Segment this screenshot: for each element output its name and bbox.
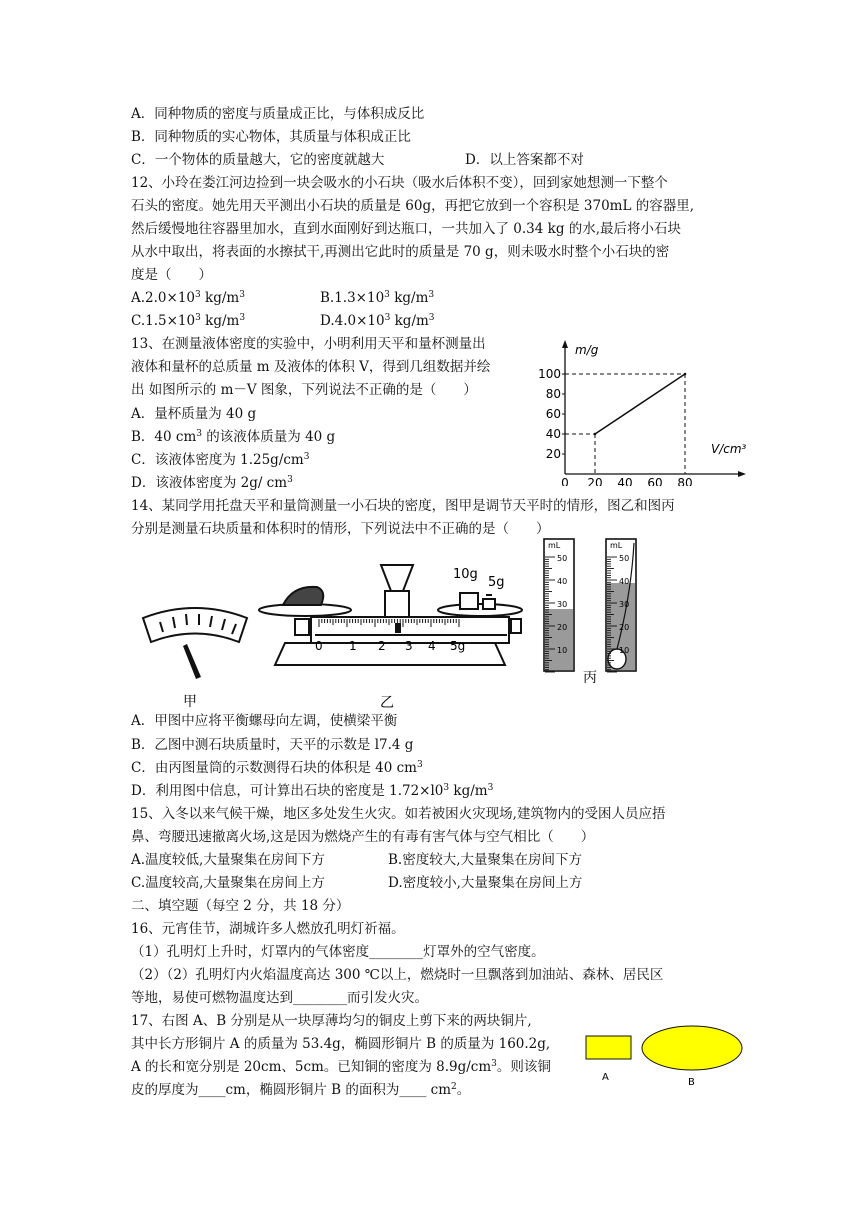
mv-graph [535,336,765,486]
cyl1-tick-50: 50 [557,554,568,563]
q11-option-b: B．同种物质的实心物体，其质量与体积成正比 [131,129,411,145]
x-axis-label: V/cm³ [711,442,747,456]
q12-stem-line-4: 从水中取出，将表面的水擦拭干,再测出它此时的质量是 70 g，则未吸水时整个小石块的密 [131,244,670,260]
q12-stem-line-1: 12、小玲在娄江河边捡到一块会吸水的小石块（吸水后体积不变），回到家她想测一下整个 [131,175,668,191]
scale-number-4: 4 [428,639,436,653]
q15-option-a: A.温度较低,大量聚集在房间下方 [131,852,325,868]
scale-number-3: 3 [405,639,413,653]
q15-stem-line-2: 鼻、弯腰迅速撤离火场,这是因为燃烧产生的有毒有害气体与空气相比（ ） [131,829,595,845]
q13-stem-line-2: 液体和量杯的总质量 m 及液体的体积 V，得到几组数据并绘 [131,359,491,375]
q13-option-c: C．该液体密度为 $1.25g/cm^3$ [131,452,310,468]
cyl2-tick-20: 20 [619,623,630,632]
cyl1-tick-20: 20 [557,623,568,632]
y-tick-label: 80 [545,387,561,401]
copper-sheet-b-label: B [688,1077,695,1088]
q11-option-a: A．同种物质的密度与质量成正比，与体积成反比 [131,106,425,122]
q17-stem-line-4: 皮的厚度为____cm，椭圆形铜片 B 的面积为____ $cm^2$。 [131,1082,471,1098]
q12-stem-line-2: 石头的密度。她先用天平测出小石块的质量是 60g，再把它放到一个容积是 370mL 的容器里, [131,198,695,214]
q13-stem-line-1: 13、在测量液体密度的实验中，小明利用天平和量杯测量出 [131,336,486,352]
q14-option-d: D．利用图中信息，可计算出石块的密度是 $1.72\times l0^3$ $kg/m^3$ [131,783,494,799]
q15-option-c: C.温度较高,大量聚集在房间上方 [131,875,325,891]
y-tick-label: 20 [545,447,561,461]
cyl2-tick-10: 10 [619,646,630,655]
q12-stem-line-5: 度是（ ） [131,267,212,283]
section-2-heading: 二、填空题（每空 2 分，共 18 分） [131,898,350,914]
figure-yi-balance [255,555,525,713]
x-tick-label: 0 [561,476,569,486]
dial-pointer [183,644,201,679]
q13-option-a: A．量杯质量为 40 g [131,406,257,422]
y-tick-label: 40 [545,427,561,441]
copper-sheet-a-label: A [602,1072,609,1083]
mv-data-line [595,374,685,434]
q15-stem-line-1: 15、入冬以来气候干燥，地区多处发生火灾。如若被困火灾现场,建筑物内的受困人员应捂 [131,806,666,822]
scale-number-5g: 5g [450,639,466,653]
q14-option-a: A．甲图中应将平衡螺母向左调，使横梁平衡 [131,713,398,729]
q17-stem-line-1: 17、右图 A、B 分别是从一块厚薄均匀的铜皮上剪下来的两块铜片, [131,1013,532,1029]
q13-stem-line-3: 出 如图所示的 m－V 图象，下列说法不正确的是（ ） [131,382,477,398]
y-tick-label: 60 [545,407,561,421]
q13-option-b: B．40 $cm^3$ 的该液体质量为 40 g [131,429,336,445]
copper-sheet-a [586,1036,631,1059]
scale-number-2: 2 [378,639,386,653]
scale-number-1: 1 [349,639,357,653]
y-tick-label: 100 [538,367,561,381]
copper-sheets-figure [580,1025,750,1095]
q12-option-d: $D.4.0\times 10^3$ $kg/m^3$ [320,313,435,329]
y-axis-arrow [562,340,568,348]
cyl2-tick-50: 50 [619,554,630,563]
cyl1-tick-10: 10 [557,646,568,655]
cylinder-1-unit: mL [548,541,561,550]
x-tick-label: 20 [587,476,603,486]
y-axis-label: m/g [575,343,599,357]
q17-stem-line-2: 其中长方形铜片 A 的质量为 53.4g，椭圆形铜片 B 的质量为 160.2g, [131,1036,551,1052]
mv-data-point [594,433,597,436]
cyl1-tick-30: 30 [557,600,568,609]
q16-stem: 16、元宵佳节，湖城许多人燃放孔明灯祈福。 [131,921,405,937]
q14-option-b: B．乙图中测石块质量时，天平的示数是 l7.4 g [131,737,414,753]
cyl2-tick-40: 40 [619,577,630,586]
figure-label-jia: 甲 [183,694,197,710]
figure-label-yi: 乙 [380,695,394,711]
figure-label-bing: 丙 [583,670,597,685]
q14-stem-line-1: 14、某同学用托盘天平和量筒测量一小石块的密度，图甲是调节天平时的情形，图乙和图丙 [131,498,675,514]
q15-option-d: D.密度较小,大量聚集在房间上方 [388,875,583,891]
q16-part-2-line-2: 等地，易使可燃物温度达到________而引发火灾。 [131,990,428,1006]
q16-part-2-line-1: （2）（2）孔明灯内火焰温度高达 300 ℃以上，燃烧时一旦飘落到加油站、森林、居民区 [131,967,664,983]
figure-jia-dial [135,600,255,710]
q16-part-1: （1）孔明灯上升时，灯罩内的气体密度________灯罩外的空气密度。 [131,944,545,960]
q14-stem-line-2: 分别是测量石块质量和体积时的情形，下列说法中不正确的是（ ） [131,521,550,537]
x-tick-label: 80 [677,476,693,486]
q12-option-b: $B.1.3\times 10^3$ $kg/m^3$ [320,290,435,306]
cyl1-tick-40: 40 [557,577,568,586]
q14-option-c: C．由丙图量筒的示数测得石块的体积是 40 $cm^3$ [131,760,423,776]
q12-option-a: $A.2.0\times 10^3$ $kg/m^3$ [131,290,245,306]
x-axis-arrow [738,471,746,477]
q12-stem-line-3: 然后缓慢地往容器里加水，直到水面刚好到达瓶口，一共加入了 0.34 kg 的水,最后将小石块 [131,221,682,237]
q11-option-d: D．以上答案都不对 [465,152,584,168]
scale-number-0: 0 [315,639,323,653]
x-tick-label: 40 [617,476,633,486]
q11-option-c: C．一个物体的质量越大，它的密度就越大 [131,152,385,168]
cyl2-tick-30: 30 [619,600,630,609]
x-tick-label: 60 [647,476,663,486]
q17-stem-line-3: A 的长和宽分别是 20cm、5cm。已知铜的密度为 $8.9g/cm^3$。则该铜 [131,1059,551,1075]
weight-label-10g: 10g [453,567,478,582]
cylinder-2-unit: mL [610,541,623,550]
weight-label-5g: 5g [488,575,505,590]
figure-bing-cylinders [535,535,650,685]
copper-sheet-b [642,1026,742,1070]
mv-data-point [684,373,687,376]
q15-option-b: B.密度较大,大量聚集在房间下方 [388,852,583,868]
q13-option-d: D．该液体密度为 2g/ $cm^3$ [131,475,293,491]
q12-option-c: $C.1.5\times 10^3$ $kg/m^3$ [131,313,246,329]
